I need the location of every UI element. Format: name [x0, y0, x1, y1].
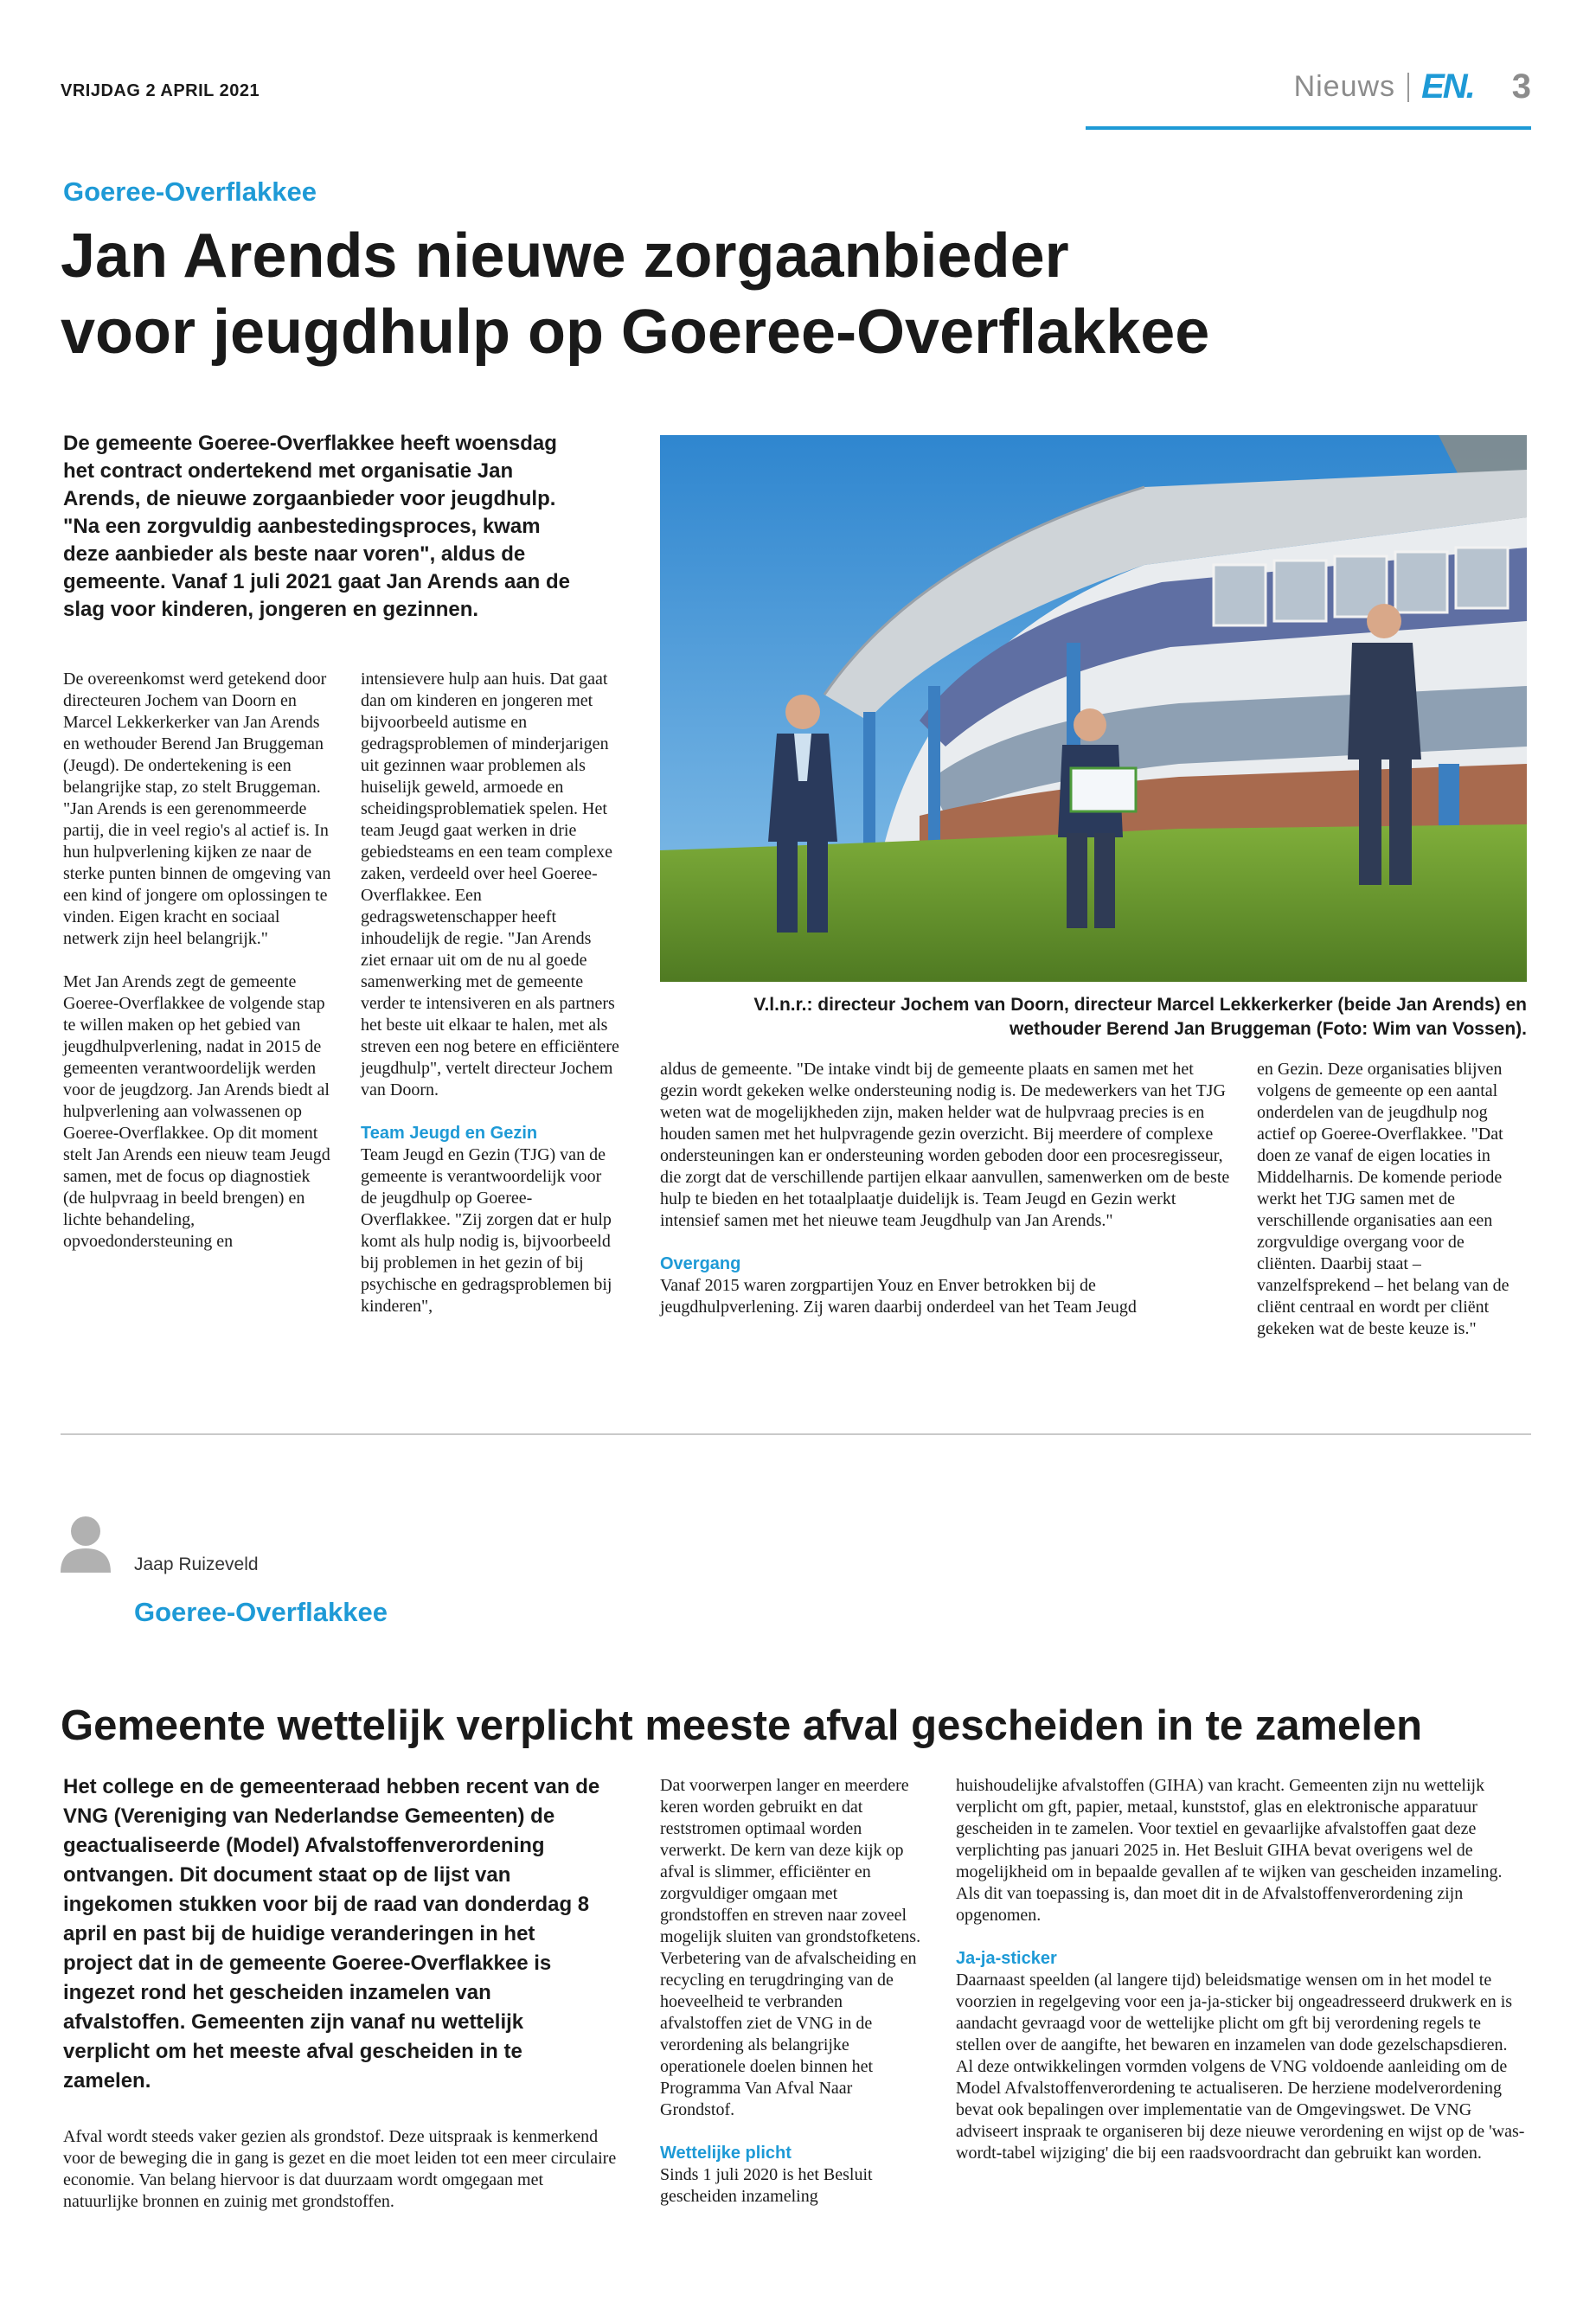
article2-col3-paragraph-1: huishoudelijke afvalstoffen (GIHA) van kracht. Gemeenten zijn nu wettelijk verplicht om gft, papier, metaal, kunststof, glas en elektronische apparatuur gescheiden in te zamelen. Voor textiel en gevaarlijke afvalstoffen gaat deze verplichting pas januari 2025 in. Het Besluit GIHA bevat overigens wel de mogelijkheid om in bepaalde gevallen af te wijken van gescheiden inzameling. Als dit van toepassing is, dan moet dit in de Afvalstoffenverordening zijn opgenomen.: [956, 1776, 1503, 1925]
article2-col2-paragraph-1: Dat voorwerpen langer en meerdere keren worden gebruikt en dat reststromen optimaal worden verwerkt. De kern van deze kijk op afval is slimmer, efficiënter en zorgvuldiger omgaan met grondstoffen en streven naar zoveel mogelijk sluiten van grondstofketens. Verbetering van de afvalscheiding en recycling en terugdringing van de hoeveelheid te verbranden afvalstoffen ziet de VNG in de verordening als belangrijke operationele doelen binnen het Programma Van Afval Naar Grondstof.: [660, 1776, 921, 2119]
article1-col2-paragraph-1: intensievere hulp aan huis. Dat gaat dan om kinderen en jongeren met bijvoorbeeld autisme en gedragsproblemen of minderjarigen uit gezinnen waar problemen als huiselijk geweld, armoede en scheidingsproblematiek spelen. Het team Jeugd gaat werken in drie gebiedsteams en een team complexe zaken, verdeeld over heel Goeree-Overflakkee. Een gedragswetenschapper heeft inhoudelijk de regie. "Jan Arends ziet ernaar uit om de nu al goede samenwerking met de gemeente verder te intensiveren en als partners het beste uit elkaar te halen, met als streven een nog betere en efficiëntere jeugdhulp", vertelt directeur Jochem van Doorn.: [361, 670, 619, 1099]
article2-subheading-ja-ja-sticker: Ja-ja-sticker: [956, 1949, 1057, 1968]
article2-column-3: [956, 1775, 1527, 2164]
article1-subheading-overgang: Overgang: [660, 1254, 741, 1273]
article2-kicker: Goeree-Overflakkee: [134, 1597, 388, 1627]
newspaper-logo: EN.: [1421, 67, 1474, 106]
page-header: [1294, 67, 1531, 106]
article2-title: Gemeente wettelijk verplicht meeste afval gescheiden in te zamelen: [61, 1702, 1423, 1749]
article1-col3-paragraph-1: aldus de gemeente. "De intake vindt bij de gemeente plaats en samen met het gezin wordt gekeken welke ondersteuning nodig is. De medewerkers van het TJG weten wat de mogelijkheden zijn, maken helder wat de hulpvraag precies is en houden samen met het hulpvragende gezin overzicht. Bij meerdere of complexe ondersteuningen kan er ondersteuning worden geboden door een procesregisseur, die zorgt dat de verschillende partijen elkaar aanvullen, samenwerken om de beste hulp te bieden en het totaalplaatje duidelijk is. Team Jeugd en Gezin werkt intensief samen met het nieuwe team Jeugdhulp van Jan Arends.": [660, 1060, 1230, 1230]
article1-col1-paragraph-1: De overeenkomst werd getekend door directeuren Jochem van Doorn en Marcel Lekkerkerker van Jan Arends en wethouder Berend Jan Bruggeman (Jeugd). De ondertekening is een belangrijke stap, zo stelt Bruggeman. "Jan Arends is een gerenommeerde partij, die in veel regio's al actief is. In hun hulpverlening kijken ze naar de sterke punten binnen de omgeving van een kind of jongere om oplossingen te vinden. Eigen kracht en sociaal netwerk zijn heel belangrijk.": [63, 670, 331, 948]
article1-photo: [660, 435, 1527, 982]
article1-lead: De gemeente Goeree-Overflakkee heeft woensdag het contract ondertekend met organisatie Jan Arends, de nieuwe zorgaanbieder voor jeugdhulp. "Na een zorgvuldig aanbestedingsproces, kwam deze aanbieder als beste naar voren", aldus de gemeente. Vanaf 1 juli 2021 gaat Jan Arends aan de slag voor kinderen, jongeren en gezinnen.: [63, 432, 571, 621]
article1-column-2: [361, 669, 620, 1317]
photo-three-men-in-front-of-building: [660, 435, 1527, 982]
article2-subheading-wettelijke-plicht: Wettelijke plicht: [660, 2144, 792, 2163]
article2-col1-paragraph-1: Afval wordt steeds vaker gezien als grondstof. Deze uitspraak is kenmerkend voor de beweging die in gang is gezet en die moet leiden tot een meer circulaire economie. Van belang hiervoor is dat duurzaam wordt omgegaan met natuurlijke bronnen en zuinig met grondstoffen.: [63, 2127, 617, 2211]
person-icon: [61, 1516, 111, 1573]
issue-date: VRIJDAG 2 APRIL 2021: [61, 81, 260, 100]
article2-author: Jaap Ruizeveld: [134, 1554, 259, 1574]
article1-col1-paragraph-2: Met Jan Arends zegt de gemeente Goeree-Overflakkee de volgende stap te willen maken op het gebied van jeugdhulpverlening, nadat in 2015 de gemeenten verantwoordelijk werden voor de jeugdzorg. Jan Arends biedt al hulpverlening aan volwassenen op Goeree-Overflakkee. Op dit moment stelt Jan Arends een nieuw team Jeugd samen, met de focus op diagnostiek (de hulpvraag in beeld brengen) en lichte behandeling, opvoedondersteuning en: [63, 972, 330, 1251]
article1-column-4: [1257, 1059, 1525, 1340]
article-divider: [61, 1433, 1531, 1435]
article1-title: [61, 218, 1209, 370]
article2-column-1: [63, 2126, 617, 2213]
article1-subheading-team-jeugd: Team Jeugd en Gezin: [361, 1124, 538, 1143]
article1-title-line1: Jan Arends nieuwe zorgaanbieder: [61, 221, 1069, 291]
article2-lead: Het college en de gemeenteraad hebben recent van de VNG (Vereniging van Nederlandse Gemeenten) de geactualiseerde (Model) Afvalstoffenverordening ontvangen. Dit document staat op de lijst van ingekomen stukken voor bij de raad van donderdag 8 april en past bij de huidige veranderingen in het project dat in de gemeente Goeree-Overflakkee is ingezet rond het gescheiden inzamelen van afvalstoffen. Gemeenten zijn vanaf nu wettelijk verplicht om het meeste afval gescheiden in te zamelen.: [63, 1775, 600, 2093]
section-label: Nieuws: [1293, 70, 1396, 103]
article2-col2-paragraph-2: Sinds 1 juli 2020 is het Besluit gescheiden inzameling: [660, 2165, 873, 2206]
article1-title-line2: voor jeugdhulp op Goeree-Overflakkee: [61, 298, 1210, 367]
article1-column-1: [63, 669, 336, 1253]
author-avatar: [61, 1516, 111, 1573]
article1-col4-paragraph-1: en Gezin. Deze organisaties blijven volgens de gemeente op een aantal onderdelen van de jeugdhulp nog actief op Goeree-Overflakkee. "Dat doen ze vanaf de eigen locaties in Middelharnis. De komende periode werkt het TJG samen met de verschillende organisaties aan een zorgvuldige overgang voor de cliënten. Daarbij staat – vanzelfsprekend – het belang van de cliënt centraal en wordt per cliënt gekeken wat de beste keuze is.": [1257, 1060, 1509, 1338]
article1-photo-caption: V.l.n.r.: directeur Jochem van Doorn, directeur Marcel Lekkerkerker (beide Jan Arends) en wethouder Berend Jan Bruggeman (Foto: Wim van Vossen).: [753, 995, 1527, 1039]
article1-column-3: [660, 1059, 1231, 1318]
article2-column-2: [660, 1775, 928, 2208]
page-number: 3: [1511, 67, 1531, 106]
header-rule: [1086, 126, 1531, 130]
header-separator: [1407, 73, 1409, 102]
article1-col3-paragraph-2: Vanaf 2015 waren zorgpartijen Youz en Enver betrokken bij de jeugdhulpverlening. Zij waren daarbij onderdeel van het Team Jeugd: [660, 1276, 1137, 1317]
article1-col2-paragraph-2: Team Jeugd en Gezin (TJG) van de gemeente is verantwoordelijk voor de jeugdhulp op Goeree-Overflakkee. "Zij zorgen dat er hulp komt als hulp nodig is, bijvoorbeeld bij problemen in het gezin of bij psychische en gedragsproblemen bij kinderen",: [361, 1145, 612, 1316]
article1-kicker: Goeree-Overflakkee: [63, 176, 317, 207]
article2-col3-paragraph-2: Daarnaast speelden (al langere tijd) beleidsmatige wensen om in het model te voorzien in regelgeving voor een ja-ja-sticker bij ongeadresseerd drukwerk en is aandacht gevraagd voor de wettelijke plicht om gft bij verordening regels te stellen over de aangifte, het bewaren en inzamelen van dode gezelschapsdieren. Al deze ontwikkelingen vormden volgens de VNG voldoende aanleiding om de Model Afvalstoffenverordening te actualiseren. De herziene modelverordening bevat ook bepalingen over implementatie van de Omgevingswet. De VNG adviseert inspraak te organiseren bij deze nieuwe verordening en wijst op de 'was-wordt-tabel wijziging' die bij een raadsvoordracht dan gebruikt kan worden.: [956, 1971, 1525, 2163]
